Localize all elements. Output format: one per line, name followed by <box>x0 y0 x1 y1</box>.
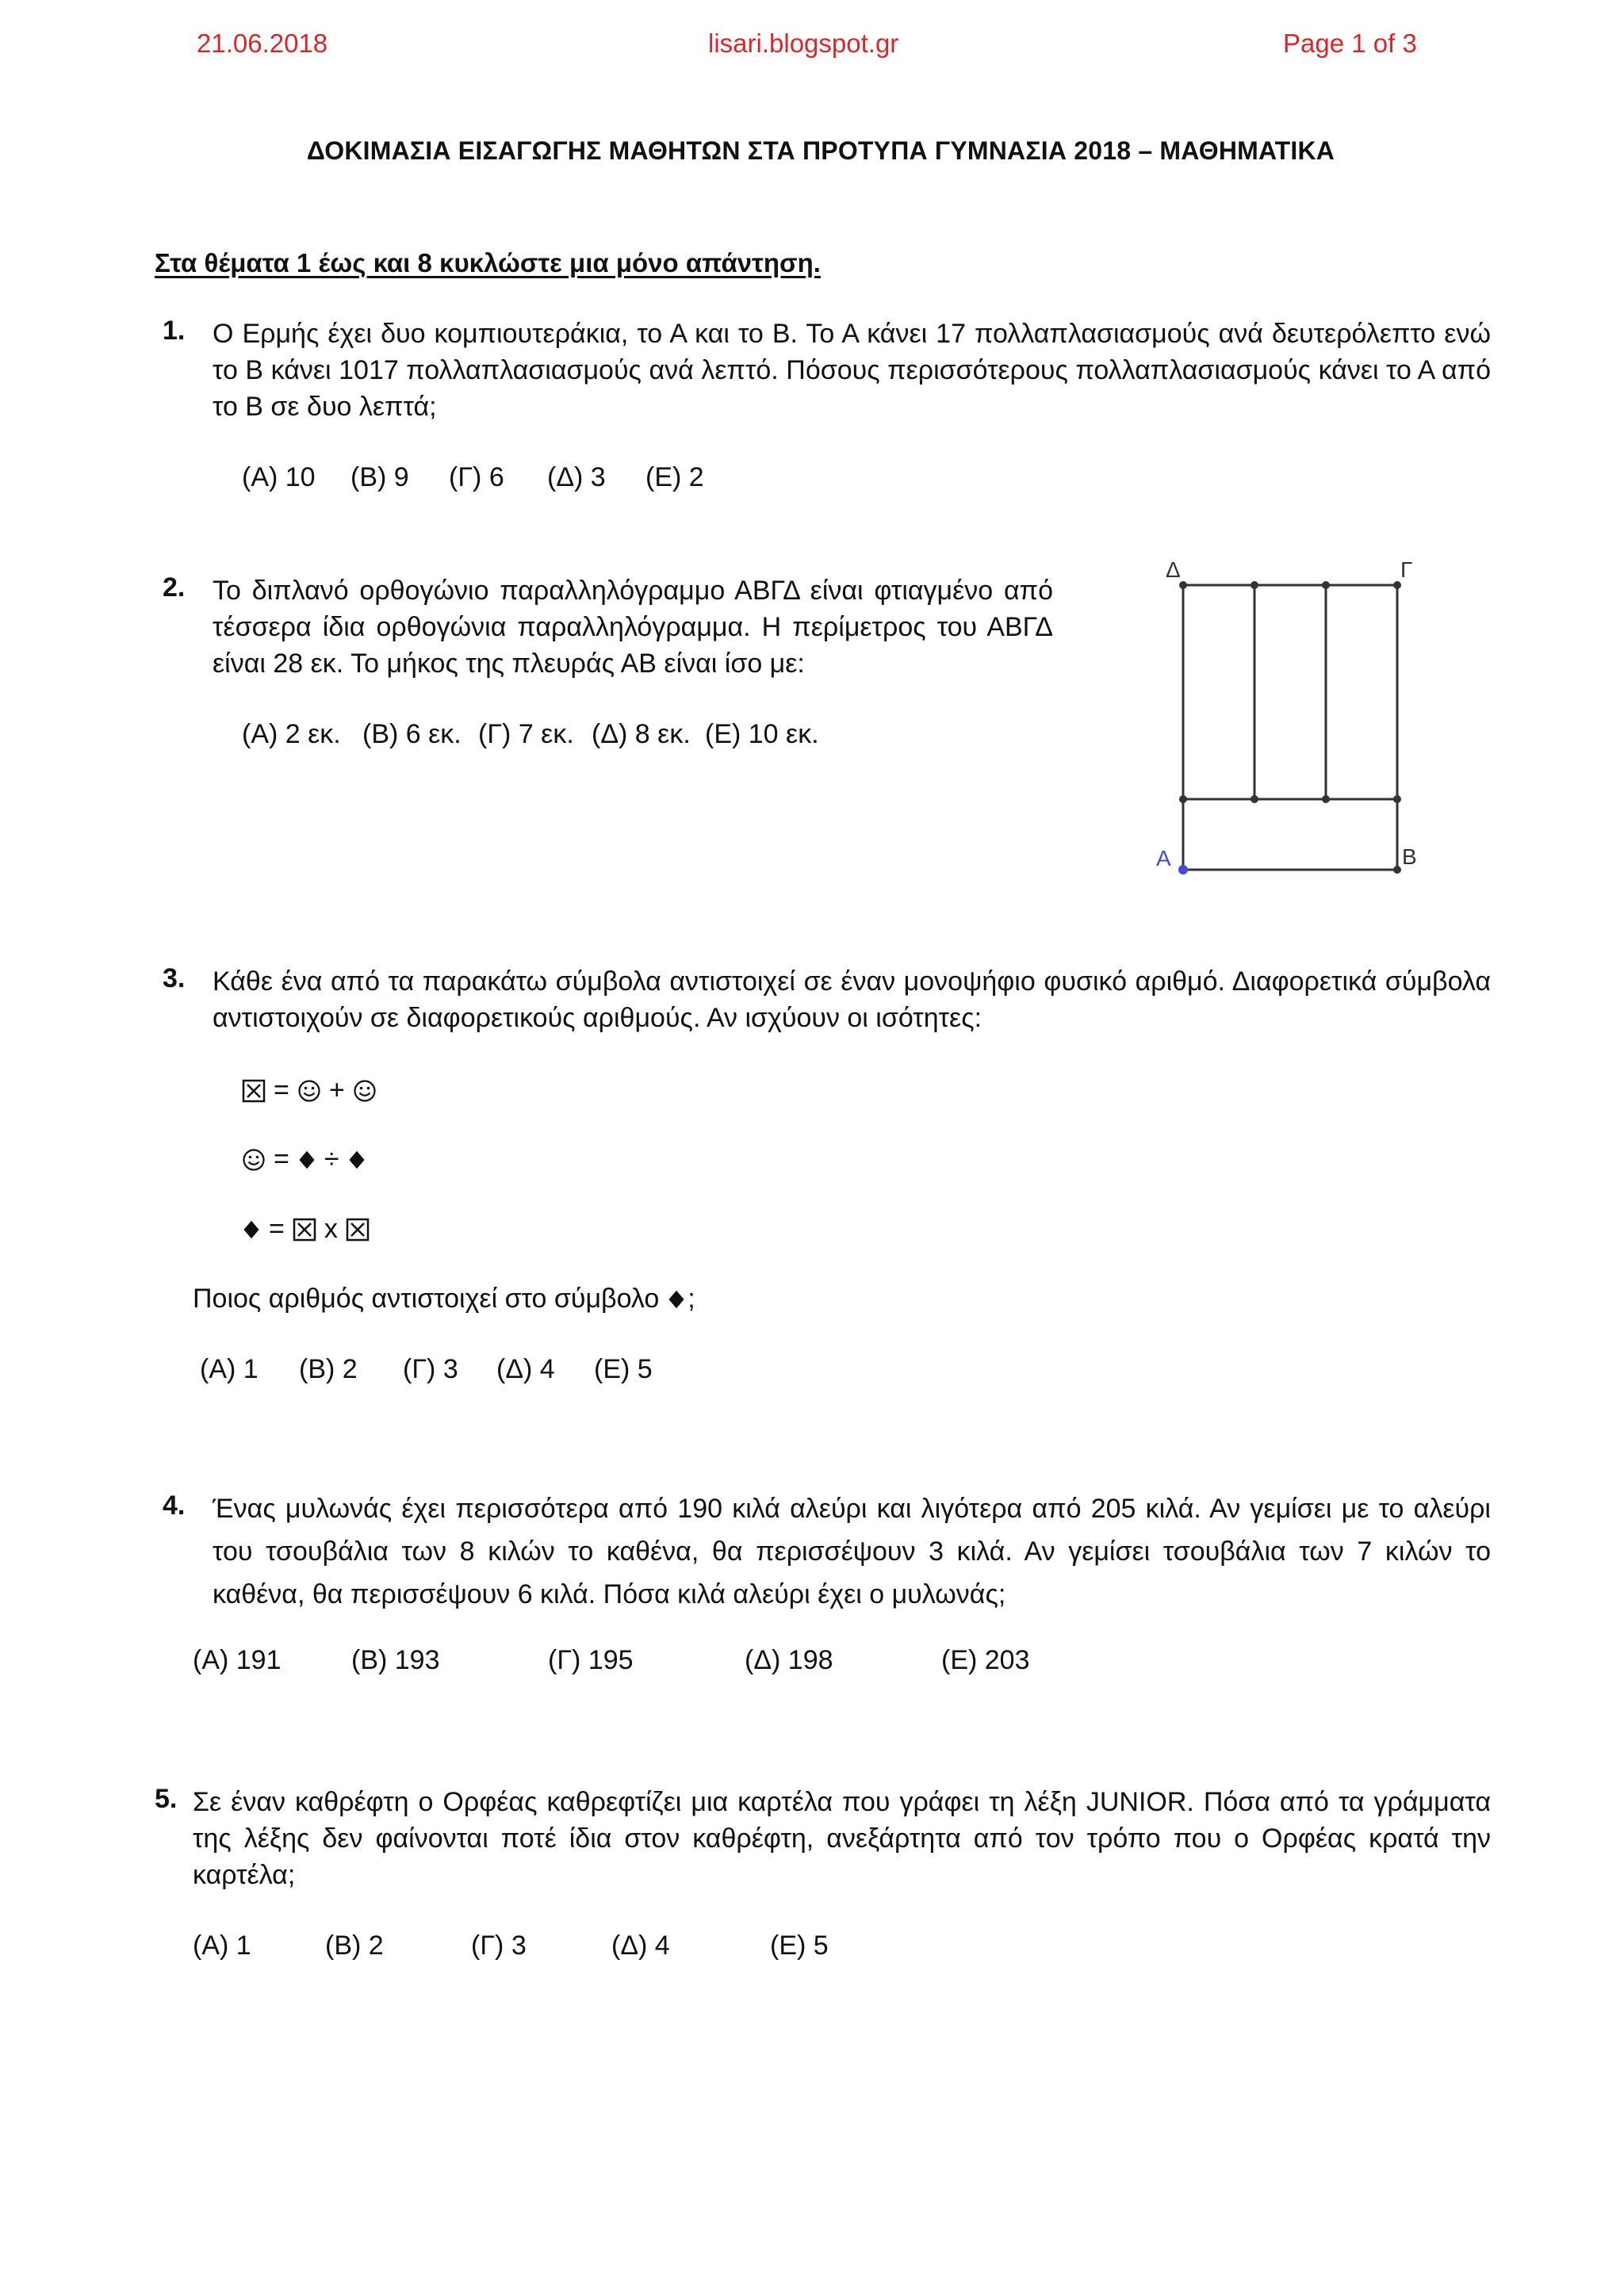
smiley-icon <box>353 1079 377 1103</box>
option-b[interactable]: (Β) 9 <box>350 462 409 492</box>
ballot-box-x-icon <box>293 1218 316 1242</box>
question-3-ask <box>193 1284 695 1314</box>
question-3-number: 3. <box>163 963 186 993</box>
question-2-text: Το διπλανό ορθογώνιο παραλληλόγραμμο ΑΒΓΔ είναι φτιαγμένο από τέσσερα ίδια ορθογώνια παραλληλόγραμμα. Η περίμετρος του ΑΒΓΔ είναι 28 εκ. Το μήκος της πλευράς ΑΒ είναι ίσο με: <box>213 576 1053 679</box>
question-1-text: Ο Ερμής έχει δυο κομπιουτεράκια, το Α και το Β. Το Α κάνει 17 πολλαπλασιασμούς ανά δευτερόλεπτο ενώ το Β κάνει 1017 πολλαπλασιασμούς ανά λεπτό. Πόσους περισσότερους πολλαπλασιασμούς κάνει το Α από το Β σε δυο λεπτά; <box>213 319 1491 422</box>
option-e[interactable]: (Ε) 5 <box>770 1931 829 1961</box>
option-d[interactable]: (Δ) 198 <box>745 1645 833 1675</box>
question-2-number: 2. <box>163 572 186 603</box>
question-5-options <box>193 1931 829 1961</box>
option-d[interactable]: (Δ) 3 <box>547 462 606 492</box>
page-title: ΔΟΚΙΜΑΣΙΑ ΕΙΣΑΓΩΓΗΣ ΜΑΘΗΤΩΝ ΣΤΑ ΠΡΟΤΥΠΑ ΓΥΜΝΑΣΙΑ 2018 – ΜΑΘΗΜΑΤΙΚΑ <box>306 136 1335 165</box>
plus-sign: + <box>328 1075 345 1105</box>
rectangle-figure <box>1142 555 1443 888</box>
question-3-text: Κάθε ένα από τα παρακάτω σύμβολα αντιστοιχεί σε έναν μονοψήφιο φυσικό αριθμό. Διαφορετικά σύμβολα αντιστοιχούν σε διαφορετικούς αριθμούς. Αν ισχύουν οι ισότητες: <box>213 966 1491 1033</box>
option-a[interactable]: (Α) 1 <box>193 1931 251 1961</box>
diamond-icon <box>667 1288 686 1311</box>
header-page-number: Page 1 of 3 <box>1283 29 1417 58</box>
option-c[interactable]: (Γ) 3 <box>471 1931 527 1961</box>
header-date: 21.06.2018 <box>197 29 328 58</box>
diamond-icon <box>347 1148 366 1172</box>
option-a[interactable]: (Α) 191 <box>193 1645 282 1675</box>
instruction: Στα θέματα 1 έως και 8 κυκλώστε μια μόνο απάντηση. <box>155 248 821 277</box>
header-site[interactable]: lisari.blogspot.gr <box>708 29 899 58</box>
option-b[interactable]: (Β) 2 <box>299 1354 358 1384</box>
equation-1 <box>242 1075 385 1106</box>
question-1-number: 1. <box>163 316 186 346</box>
times-sign: x <box>324 1214 338 1244</box>
equation-3 <box>242 1214 377 1245</box>
option-d[interactable]: (Δ) 4 <box>496 1354 555 1384</box>
option-c[interactable]: (Γ) 6 <box>449 462 504 492</box>
question-3-ask-text: Ποιος αριθμός αντιστοιχεί στο σύμβολο <box>193 1284 660 1314</box>
label-gamma: Γ <box>1400 557 1413 582</box>
diamond-icon <box>297 1148 316 1172</box>
option-e[interactable]: (Ε) 203 <box>941 1645 1030 1675</box>
point-a <box>1178 865 1188 874</box>
label-alpha: Α <box>1156 846 1171 871</box>
option-e[interactable]: (Ε) 10 εκ. <box>705 719 819 749</box>
question-4-options <box>193 1645 1030 1676</box>
option-d[interactable]: (Δ) 8 εκ. <box>592 719 691 749</box>
option-c[interactable]: (Γ) 7 εκ. <box>478 719 574 749</box>
option-b[interactable]: (Β) 6 εκ. <box>362 719 462 749</box>
equation-2 <box>242 1144 374 1175</box>
option-b[interactable]: (Β) 2 <box>325 1931 384 1961</box>
question-3-options <box>200 1354 653 1385</box>
option-c[interactable]: (Γ) 195 <box>548 1645 634 1675</box>
diamond-icon <box>242 1218 261 1242</box>
option-a[interactable]: (Α) 10 <box>242 462 316 492</box>
option-c[interactable]: (Γ) 3 <box>403 1354 458 1384</box>
option-a[interactable]: (Α) 2 εκ. <box>242 719 341 749</box>
question-4-number: 4. <box>163 1490 186 1521</box>
equals-sign: = <box>269 1214 285 1244</box>
equals-sign: = <box>274 1144 289 1174</box>
equals-sign: = <box>274 1075 289 1105</box>
option-e[interactable]: (Ε) 2 <box>645 462 704 492</box>
label-delta: Δ <box>1166 557 1181 582</box>
ballot-box-x-icon <box>346 1218 370 1242</box>
question-3-ask-end: ; <box>688 1284 695 1314</box>
divide-sign: ÷ <box>324 1144 339 1174</box>
question-5-number: 5. <box>155 1784 178 1814</box>
question-2-options <box>242 719 819 750</box>
label-beta: Β <box>1402 844 1417 869</box>
question-5-text: Σε έναν καθρέφτη ο Ορφέας καθρεφτίζει μια καρτέλα που γράφει τη λέξη JUNIOR. Πόσα από τα γράμματα της λέξης δεν φαίνονται ποτέ ίδια στον καθρέφτη, ανεξάρτητα από τον τρόπο που ο Ορφέας κρατά την καρτέλα; <box>193 1787 1491 1890</box>
option-b[interactable]: (Β) 193 <box>351 1645 440 1675</box>
option-e[interactable]: (Ε) 5 <box>594 1354 653 1384</box>
option-a[interactable]: (Α) 1 <box>200 1354 259 1384</box>
question-1-options <box>242 462 704 493</box>
outer-rectangle <box>1183 585 1397 870</box>
smiley-icon <box>242 1148 266 1172</box>
smiley-icon <box>297 1079 321 1103</box>
question-4-text: Ένας μυλωνάς έχει περισσότερα από 190 κιλά αλεύρι και λιγότερα από 205 κιλά. Αν γεμίσει με το αλεύρι του τσουβάλια των 8 κιλών το καθένα, θα περισσέψουν 3 κιλά. Αν γεμίσει τσουβάλια των 7 κιλών το καθένα, θα περισσέψουν 6 κιλά. Πόσα κιλά αλεύρι έχει ο μυλωνάς; <box>213 1494 1491 1609</box>
ballot-box-x-icon <box>242 1079 266 1103</box>
option-d[interactable]: (Δ) 4 <box>611 1931 670 1961</box>
